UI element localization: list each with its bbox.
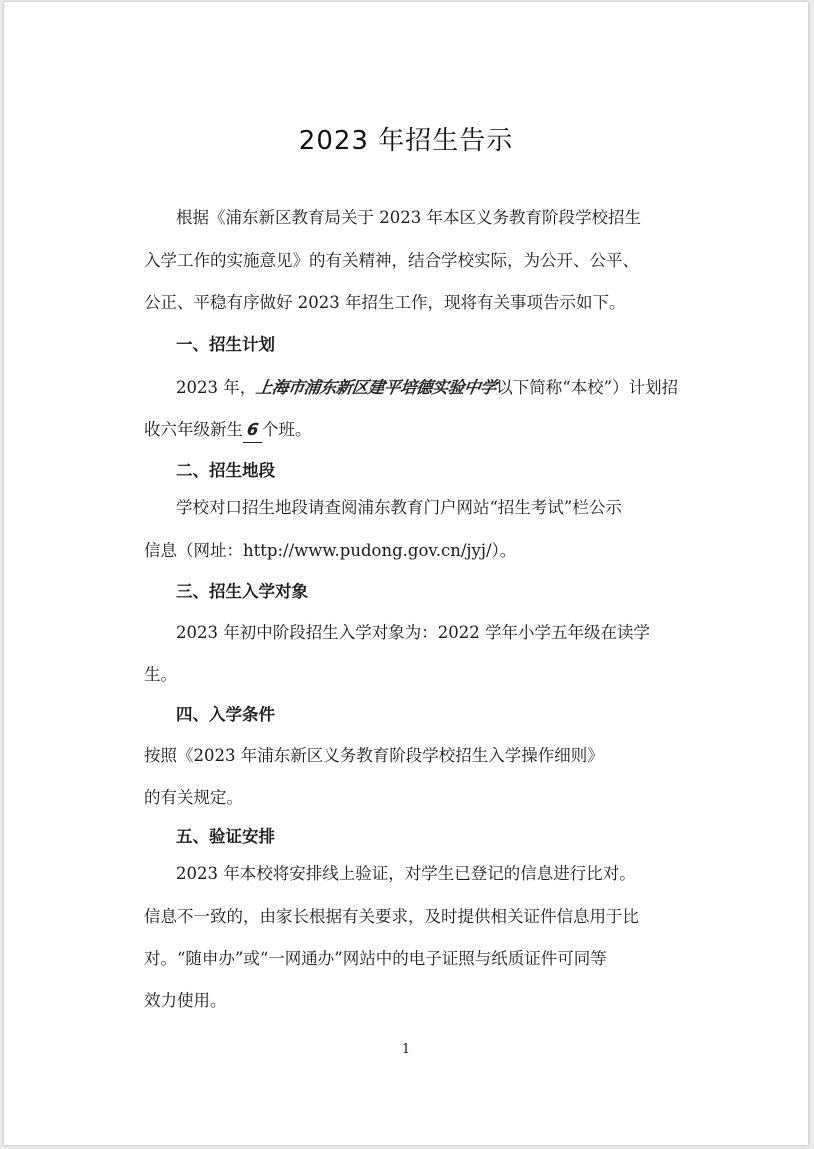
section-1-heading: 一、招生计划	[176, 335, 275, 354]
section-1-line-2b: 个班。	[261, 420, 312, 439]
section-4-heading: 四、入学条件	[176, 705, 275, 724]
intro-line-1: 根据《浦东新区教育局关于 2023 年本区义务教育阶段学校招生	[176, 208, 641, 227]
class-count-handwritten: 6	[245, 420, 260, 439]
section-5-line-4: 效力使用。	[144, 991, 227, 1010]
section-5-line-1: 2023 年本校将安排线上验证，对学生已登记的信息进行比对。	[176, 864, 636, 883]
section-5-heading: 五、验证安排	[176, 827, 275, 846]
school-name-handwritten: 上海市浦东新区建平培德实验中学	[254, 378, 498, 397]
section-5-line-2: 信息不一致的，由家长根据有关要求，及时提供相关证件信息用于比	[144, 907, 639, 926]
section-1-line-2	[144, 418, 311, 443]
section-2-line-2: 信息（网址：http://www.pudong.gov.cn/jyj/）。	[144, 541, 517, 560]
page-title: 2023 年招生告示	[298, 126, 514, 156]
document-page	[4, 2, 808, 1145]
section-1-line-1	[176, 376, 678, 400]
section-5-line-3: 对。“随申办”或“一网通办”网站中的电子证照与纸质证件可同等	[144, 949, 607, 968]
section-4-line-1: 按照《2023 年浦东新区义务教育阶段学校招生入学操作细则》	[144, 746, 604, 765]
section-2-heading: 二、招生地段	[176, 461, 275, 480]
section-4-line-2: 的有关规定。	[144, 788, 243, 807]
intro-line-2: 入学工作的实施意见》的有关精神，结合学校实际，为公开、公平、	[144, 251, 639, 270]
section-3-line-2: 生。	[144, 665, 177, 684]
page-number: 1	[401, 1042, 411, 1057]
section-3-line-1: 2023 年初中阶段招生入学对象为：2022 学年小学五年级在读学	[176, 623, 650, 642]
intro-line-3: 公正、平稳有序做好 2023 年招生工作，现将有关事项告示如下。	[144, 293, 626, 312]
section-2-line-1: 学校对口招生地段请查阅浦东教育门户网站“招生考试”栏公示	[176, 498, 622, 517]
section-1-line-2a: 收六年级新生	[144, 420, 243, 439]
section-1-line-1b: 以下简称“本校”）计划招	[496, 378, 679, 397]
section-3-heading: 三、招生入学对象	[176, 582, 308, 601]
section-1-line-1a: 2023 年，	[176, 378, 257, 397]
